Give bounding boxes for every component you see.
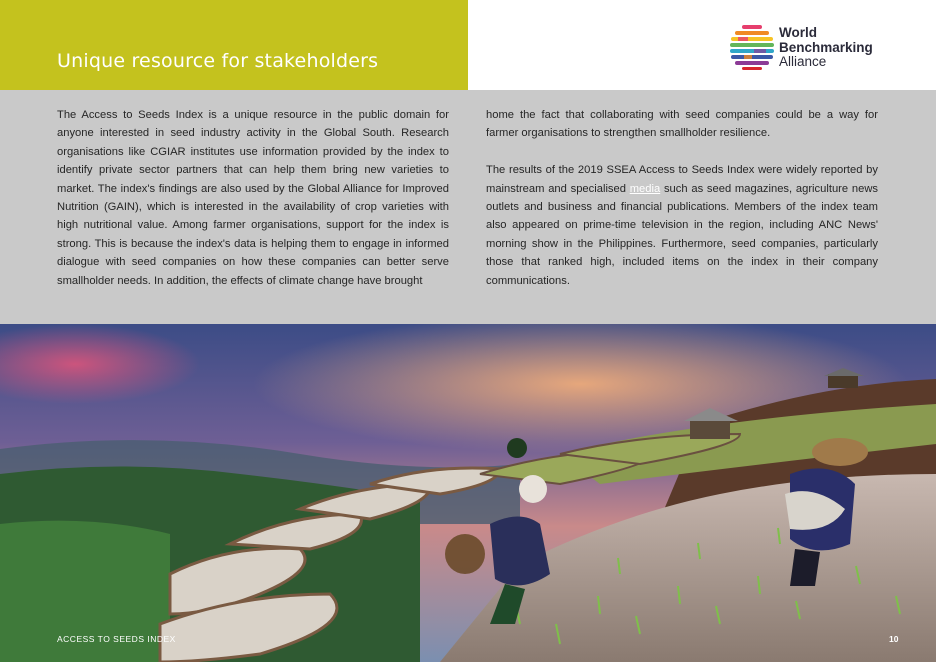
footer-label: ACCESS TO SEEDS INDEX xyxy=(57,634,176,644)
right-paragraph-2-after: such as seed magazines, agriculture news outlets and business and financial publications. Members of the index team also appeared on prime-time television in the region, including ANC News' morning show in the Philippines. Furthermore, seed companies, particularly those that ranked high, included items on the index in their company communications. xyxy=(486,182,878,287)
title-band xyxy=(0,0,468,90)
rice-terrace-photo xyxy=(0,324,936,662)
logo-line-alliance: Alliance xyxy=(779,54,827,69)
wba-logo-icon xyxy=(730,24,774,70)
logo-line-world: World xyxy=(779,25,817,40)
logo-wordmark xyxy=(779,26,873,70)
page-number: 10 xyxy=(889,634,899,644)
right-column xyxy=(486,106,878,290)
left-paragraph: The Access to Seeds Index is a unique resource in the public domain for anyone interested in seed industry activity in the Global South. Research organisations like CGIAR institutes use information provided by the index to identify private sector partners that can help them bring new varieties to market. The index's findings are also used by the Global Alliance for Improved Nutrition (GAIN), which is interested in the availability of crop varieties with high nutritional value. Among farmer organisations, support for the index is strong. This is because the index's data is helping them to engage in informed dialogue with seed companies on how these companies can better serve smallholder needs. In addition, the effects of climate change have brought xyxy=(57,109,449,287)
right-paragraph-2 xyxy=(486,161,878,290)
left-column xyxy=(57,106,449,290)
world-benchmarking-alliance-logo xyxy=(730,22,890,74)
right-paragraph-1: home the fact that collaborating with seed companies could be a way for farmer organisations to strengthen smallholder resilience. xyxy=(486,109,878,140)
text-section xyxy=(0,90,936,324)
logo-line-benchmarking: Benchmarking xyxy=(779,39,873,55)
right-paragraph-2-before: The results of the 2019 SSEA Access to Seeds Index were widely reported by mainstream and specialised xyxy=(486,164,878,195)
page-title: Unique resource for stakeholders xyxy=(57,50,379,72)
media-link[interactable]: media xyxy=(629,182,661,195)
